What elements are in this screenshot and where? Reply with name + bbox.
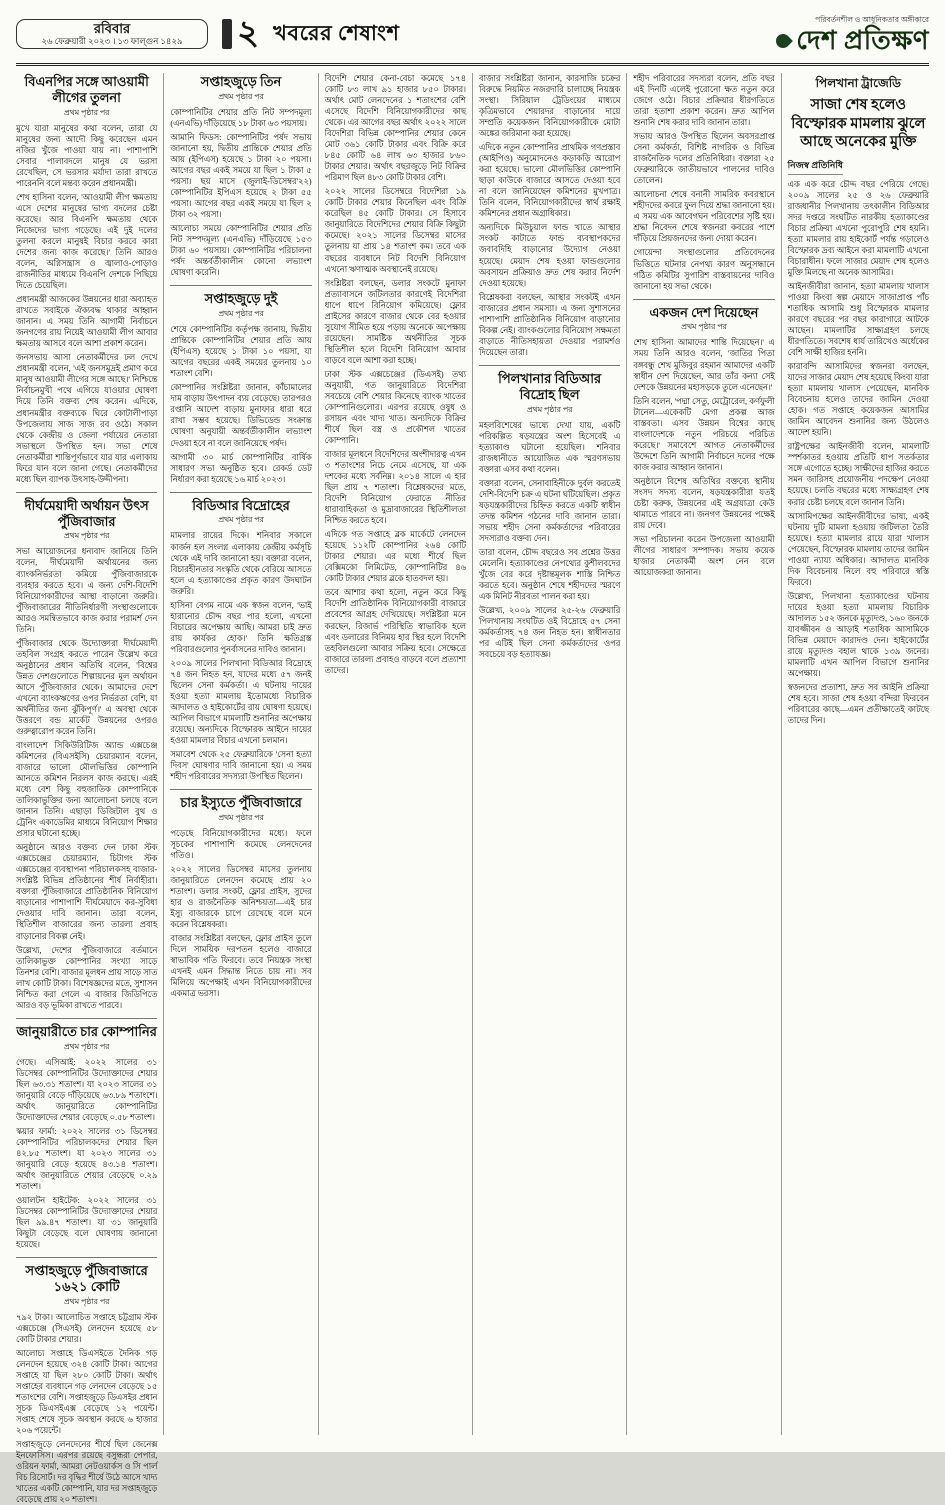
article-body: [170, 530, 311, 782]
continuation-note: প্রথম পৃষ্ঠার পর: [63, 1296, 110, 1306]
body-paragraph: গেছে। এসিআই: ২০২২ সালের ৩১ ডিসেম্বর কোম্পানিটির উদ্যোক্তাদের শেয়ার ছিল ৬৩.৩১ শতাংশ। যা ২০২৩ সালের ৩১ জানুয়ারি বেড়ে দাঁড়িয়েছে ৬৩.৮৯ শতাংশে। অর্থাৎ জানুয়ারিতে কোম্পানিটির উদ্যোক্তাদের শেয়ার বেড়েছে ০.৫৮ শতাংশ।: [16, 1057, 158, 1122]
article-body: [16, 1057, 157, 1251]
article-weekly-three: [170, 74, 311, 278]
body-paragraph: বিদেশি শেয়ার কেনা-বেচা কমেছে ১৭৪ কোটি ৮৩ লাখ ৯১ হাজার ৮৫০ টাকার। অর্থাৎ মোট লেনদেনের ১ শতাংশের বেশি এসেছে বিদেশি বিনিয়োগকারীদের কাছ থেকে। এর আগের বছর অর্থাৎ ২০২২ সালে বিদেশিরা বিভিন্ন কোম্পানির শেয়ার কেনে মোট ৩৬১ কোটি টাকার এবং বিক্রি করে ৮৪৫ কোটি ৬৪ লাখ ৬৩ হাজার ৮৬০ টাকার শেয়ার। অর্থাৎ বছরজুড়ে নিট বিক্রির পরিমাণ ছিল ৪৮৩ কোটি টাকার বেশি।: [324, 74, 466, 183]
body-paragraph: মহলবিশেষের ভাষ্যে দেখা যায়, একটি পরিকল্পিত ষড়যন্ত্রের অংশ হিসেবেই এ হত্যাকাণ্ড ঘটানো হয়েছিল। শনিবার রাজধানীতে আয়োজিত এক স্মরণসভায় বক্তারা এসব কথা বলেন।: [478, 420, 621, 474]
body-paragraph: হাসিনা বেগম নামে এক স্বজন বলেন, 'ভাই হারানোর চৌদ্দ বছর পার হলো, এখনো বিচারের অপেক্ষায় আছি। আমরা চাই দ্রুত রায় কার্যকর হোক।' তিনি ক্ষতিগ্রস্ত পরিবারগুলোর পুনর্বাসনের দাবিও জানান।: [170, 600, 312, 654]
body-paragraph: আলোচ্য সময়ে কোম্পানিটির শেয়ার প্রতি নিট সম্পদমূল্য (এনএভি) দাঁড়িয়েছে ১৫৩ টাকা ৬০ পয়সায়। কোম্পানিটির পরিচালনা পর্ষদ অন্তর্বর্তীকালীন কোনো লভ্যাংশ ঘোষণা করেনি।: [170, 224, 312, 278]
continuation-note: প্রথম পৃষ্ঠার পর: [63, 1041, 110, 1051]
article-body: [633, 73, 774, 292]
article-body: [170, 107, 311, 278]
article-headline: জানুয়ারীতে চার কোম্পানির: [16, 1023, 157, 1039]
article-headline: একজন দেশ দিয়েছেন: [649, 304, 759, 320]
lead-headline: সাজা শেষ হলেও বিস্ফোরক মামলায় ঝুলে আছে অনেকের মুক্তি: [791, 97, 926, 151]
byline: নিজস্ব প্রতিনিধি: [788, 158, 843, 175]
body-paragraph: গোয়েন্দা সংস্থাগুলোর প্রতিবেদনের ভিত্তিতে ঘটনার নেপথ্য কারণ অনুসন্ধানে গঠিত কমিটির সুপারিশ বাস্তবায়নের দাবিও জানানো হয় সভা থেকে।: [633, 248, 775, 291]
masthead-tagline: পরিবর্তনশীল ও আধুনিকতার অঙ্গীকারে: [815, 14, 929, 24]
body-paragraph: বাজার মূলধনে বিদেশিদের অংশীদারত্ব এখন ৩ শতাংশের নিচে নেমে এসেছে, যা এক দশকের মধ্যে সর্বনিম্ন। ২০১৪ সালে এ হার ছিল প্রায় ৭ শতাংশ। বিশ্লেষকদের মতে, বিদেশি বিনিয়োগ ফেরাতে নীতির ধারাবাহিকতা ও মুদ্রাবাজারের স্থিতিশীলতা নিশ্চিত করতে হবে।: [324, 450, 466, 526]
page-header: [16, 10, 929, 66]
page-number: ২: [237, 15, 260, 52]
content-columns: [16, 73, 929, 1505]
body-paragraph: কোম্পানির সংশ্লিষ্টরা জানান, কাঁচামালের দাম বাড়ায় উৎপাদন ব্যয় বেড়েছে। তারপরও রপ্তানি আদেশ বাড়ায় মুনাফার ধারা ধরে রাখা সম্ভব হয়েছে। ডিভিডেন্ড সংক্রান্ত ঘোষণা অনুযায়ী অন্তর্বর্তীকালীন লভ্যাংশ দেওয়া হবে না বলে জানিয়েছে পর্ষদ।: [170, 383, 312, 448]
article-pilkhana-mutiny-was: [479, 365, 620, 660]
body-paragraph: স্কয়ার ফার্মা: ২০২২ সালের ৩১ ডিসেম্বর কোম্পানিটির পরিচালকদের শেয়ার ছিল ৪২.৮৫ শতাংশ। যা ২০২৩ সালের ৩১ জানুয়ারি বেড়ে হয়েছে ৪৩.১৪ শতাংশ। অর্থাৎ জানুয়ারিতে শেয়ার বেড়েছে ০.২৯ শতাংশ।: [16, 1126, 158, 1191]
article-headline: দীর্ঘমেয়াদী অর্থায়ন উৎস পুঁজিবাজার: [24, 497, 149, 529]
article-headline: বিএনপির সঙ্গে আওয়ামী লীগের তুলনা: [24, 74, 149, 105]
body-paragraph: এক এক করে চৌদ্দ বছর পেরিয়ে গেছে। ২০০৯ সালের ২৫ ও ২৬ ফেব্রুয়ারি রাজধানীর পিলখানায় তৎকালীন বিডিআর সদর দপ্তরে সংঘটিত নারকীয় হত্যাকাণ্ডের বিচার প্রক্রিয়া এখনো পুরোপুরি শেষ হয়নি। হত্যা মামলার রায় হাইকোর্ট পর্যন্ত গড়ালেও বিস্ফোরক দ্রব্য আইনে করা মামলাটি এখনো বিচারাধীন। ফলে সাজার মেয়াদ শেষ হলেও মুক্তি মিলছে না অনেক আসামির।: [787, 179, 929, 277]
continuation-note: প্রথম পৃষ্ঠার পর: [63, 531, 110, 541]
article-headline: বিডিআর বিদ্রোহের: [192, 497, 290, 513]
body-paragraph: তারা বলেন, চৌদ্দ বছরেও সব প্রশ্নের উত্তর মেলেনি। হত্যাকাণ্ডের নেপথ্যের কুশীলবদের খুঁজে বের করে দৃষ্টান্তমূলক শাস্তি নিশ্চিত করতে হবে। অনুষ্ঠান শেষে শহীদদের স্মরণে এক মিনিট নীরবতা পালন করা হয়।: [478, 547, 621, 601]
article-body: [633, 337, 774, 578]
body-paragraph: অনুষ্ঠানে আরও বক্তব্য দেন ঢাকা স্টক এক্সচেঞ্জের চেয়ারম্যান, চিটাগং স্টক এক্সচেঞ্জের ব্যবস্থাপনা পরিচালকসহ বাজার-সংশ্লিষ্ট বিভিন্ন প্রতিষ্ঠানের শীর্ষ নির্বাহীরা। বক্তারা পুঁজিবাজারে প্রাতিষ্ঠানিক বিনিয়োগ বাড়ানোর পাশাপাশি দীর্ঘমেয়াদে কর-সুবিধা দেওয়ার দাবি জানান। তারা বলেন, স্থিতিশীল বাজারের জন্য তারল্য প্রবাহ বাড়ানোর বিকল্প নেই।: [16, 843, 158, 941]
body-paragraph: এদিকে গত সপ্তাহে ব্লক মার্কেটে লেনদেন হয়েছে ১১২টি কোম্পানির ২৬৪ কোটি টাকার শেয়ার। এর মধ্যে শীর্ষে ছিল বেক্সিমকো লিমিটেড, কোম্পানিটির ৪৬ কোটি টাকার শেয়ার ব্লকে হাতবদল হয়।: [324, 530, 466, 584]
article-body: [16, 1312, 157, 1505]
body-paragraph: সভা পরিচালনা করেন উপজেলা আওয়ামী লীগের সাধারণ সম্পাদক। সভায় কয়েক হাজার নেতাকর্মী অংশ নেন বলে আয়োজকরা জানান।: [633, 534, 775, 578]
newspaper-name: দেশ প্রতিক্ষণ: [796, 25, 929, 55]
article-body: [16, 546, 157, 1010]
article-headline: পিলখানার বিডিআর বিদ্রোহ ছিল: [498, 370, 602, 402]
continuation-note: প্রথম পৃষ্ঠার পর: [63, 107, 110, 117]
article-body: [788, 179, 929, 727]
body-paragraph: আলোচ্য সপ্তাহে ডিএসইতে দৈনিক গড় লেনদেন হয়েছে ৩২৪ কোটি টাকা। আগের সপ্তাহে যা ছিল ২৮০ কোটি টাকা। অর্থাৎ সপ্তাহের ব্যবধানে গড় লেনদেন বেড়েছে ১৫ শতাংশের বেশি। সপ্তাহজুড়ে ডিএসইর প্রধান সূচক ডিএসইএক্স বেড়েছে ১২ পয়েন্ট। সপ্তাহ শেষে সূচক অবস্থান করছে ৬ হাজার ২০৬ পয়েন্টে।: [16, 1348, 158, 1436]
article-weekly-two: [170, 285, 311, 484]
body-paragraph: শেখ হাসিনা আমাদের শান্তি দিয়েছেন।' এ সময় তিনি আরও বলেন, 'জাতির পিতা বঙ্গবন্ধু শেখ মুজিবুর রহমান আমাদের একটি স্বাধীন দেশ দিয়েছেন, আর তাঁর কন্যা সেই দেশকে উন্নয়নের মহাসড়কে তুলে এনেছেন।': [633, 338, 775, 392]
body-paragraph: কারাবন্দি আসামিদের স্বজনরা বলছেন, যাদের সাজার মেয়াদ শেষ হয়েছে কিংবা যারা হত্যা মামলায় খালাস পেয়েছেন, মানবিক বিবেচনায় হলেও তাদের জামিন দেওয়া হোক। গত সপ্তাহে কয়েকজন আসামির জামিন আবেদন শুনানির জন্য উঠলেও আদেশ হয়নি।: [787, 362, 929, 438]
body-paragraph: সভা আয়োজনের ধন্যবাদ জানিয়ে তিনি বলেন, দীর্ঘমেয়াদী অর্থায়নের জন্য ব্যাংকনির্ভরতা কমিয়ে পুঁজিবাজারকে ব্যবহার করতে হবে। এ জন্য দেশি-বিদেশি বিনিয়োগকারীদের আস্থা বাড়ানো জরুরি। পুঁজিবাজারের নীতিনির্ধারণী সংস্থাগুলোকে আরও সমন্বিতভাবে কাজ করার পরামর্শ দেন তিনি।: [16, 547, 158, 634]
column-3: [319, 73, 473, 1435]
page-ornament-icon: [222, 19, 232, 49]
body-paragraph: শহীদ পরিবারের সদস্যরা বলেন, প্রতি বছর এই দিনটি এলেই পুরোনো ক্ষত নতুন করে জেগে ওঠে। বিচার প্রক্রিয়ার ধীরগতিতে তারা হতাশা প্রকাশ করেন। দ্রুত আপিল শুনানি শেষ করার দাবি জানান তারা।: [633, 74, 775, 128]
masthead: [776, 25, 929, 55]
body-paragraph: ৭৯২ টাকা। আলোচিত সপ্তাহে চট্টগ্রাম স্টক এক্সচেঞ্জে (সিএসই) লেনদেন হয়েছে ৫৮ কোটি টাকার শেয়ার।: [16, 1312, 158, 1344]
body-paragraph: প্রধানমন্ত্রী আজকের উন্নয়নের ধারা অব্যাহত রাখতে সবাইকে ঐক্যবদ্ধ থাকার আহ্বান জানান। এ সময় তিনি আগামী নির্বাচনে জনগণের রায় নিয়েই আওয়ামী লীগ আবার ক্ষমতায় আসবে বলে আশা প্রকাশ করেন।: [16, 295, 158, 349]
column-2: [164, 73, 318, 1435]
continuation-note: প্রথম পৃষ্ঠার পর: [681, 322, 727, 332]
article-body: [479, 420, 620, 661]
body-paragraph: বক্তারা বলেন, সেনাবাহিনীকে দুর্বল করতেই দেশি-বিদেশি চক্র এ ঘটনা ঘটিয়েছিল। প্রকৃত ষড়যন্ত্রকারীদের চিহ্নিত করতে একটি স্বাধীন তদন্ত কমিশন গঠনের দাবি জানান তারা। সভায় শহীদ সেনা কর্মকর্তাদের পরিবারের সদস্যরাও বক্তব্য দেন।: [478, 478, 621, 543]
column-5: [627, 73, 781, 1435]
article-pilkhana-tragedy-lead: [788, 75, 929, 726]
article-bdr-mutiny: [170, 492, 311, 783]
article-weekly-1621-crore: [16, 1257, 157, 1505]
body-paragraph: সভায় আরও উপস্থিত ছিলেন অবসরপ্রাপ্ত সেনা কর্মকর্তা, বিশিষ্ট নাগরিক ও বিভিন্ন রাজনৈতিক দলের প্রতিনিধিরা। বক্তারা ২৫ ফেব্রুয়ারিকে জাতীয়ভাবে পালনের দাবিও তোলেন।: [633, 132, 775, 186]
masthead-logo-icon: [773, 31, 793, 51]
body-paragraph: আইনজীবীরা জানান, হত্যা মামলায় খালাস পাওয়া কিংবা স্বল্প মেয়াদে সাজাপ্রাপ্ত পাঁচ শতাধিক আসামি শুধু বিস্ফোরক মামলার কারণে বছরের পর বছর কারাগারে আটকে আছেন। মামলাটির সাক্ষ্যগ্রহণ চলছে ধীরগতিতে। সবশেষ ধার্য তারিখেও অর্ধেকের বেশি সাক্ষী হাজির হননি।: [787, 281, 929, 358]
column-1: [16, 73, 164, 1505]
body-paragraph: অনুষ্ঠানে বিশেষ অতিথির বক্তব্যে স্থানীয় সংসদ সদস্য বলেন, ষড়যন্ত্রকারীরা যতই চেষ্টা করুক, উন্নয়নের এই অগ্রযাত্রা কেউ থামাতে পারবে না। জনগণ উন্নয়নের পক্ষেই রায় দেবে।: [633, 476, 775, 530]
section-title: খবরের শেষাংশ: [273, 20, 400, 45]
body-paragraph: শেখ হাসিনা বলেন, 'আওয়ামী লীগ ক্ষমতায় এসে দেশের মানুষের ভাগ্য বদলের চেষ্টা করেছে। আর বিএনপি ক্ষমতায় থেকে নিজেদের ভাগ্য গড়েছে। এই দুই দলের তুলনা করলে মানুষই বিচার করবে কারা দেশের জন্য কাজ করেছে।' তিনি আরও বলেন, অগ্নিসন্ত্রাস ও জ্বালাও-পোড়াও রাজনীতির মাধ্যমে বিএনপি দেশকে পিছিয়ে দিতে চেয়েছিল।: [16, 192, 158, 291]
body-paragraph: বাংলাদেশ সিকিউরিটিজ অ্যান্ড এক্সচেঞ্জ কমিশনের (বিএসইসি) চেয়ারম্যান বলেন, বাজারে ভালো মৌলভিত্তির কোম্পানি আনতে কমিশন নিরলস কাজ করছে। এরই মধ্যে বেশ কিছু বহুজাতিক কোম্পানিকে তালিকাভুক্তির জন্য আলোচনা চলছে বলে জানান তিনি। এছাড়া ডিজিটাল বুথ ও ট্রেনিং একাডেমির মাধ্যমে বিনিয়োগ শিক্ষার প্রসার ঘটানো হচ্ছে।: [16, 740, 158, 839]
article-market-regulation-continued: [479, 73, 620, 358]
body-paragraph: আসামিপক্ষের আইনজীবীদের ভাষ্য, একই ঘটনায় দুটি মামলা হওয়ায় জটিলতা তৈরি হয়েছে। হত্যা মামলার রায়ে যারা খালাস পেয়েছেন, বিস্ফোরক মামলায় তাদের জামিন পাওয়া ন্যায্য অধিকার। আদালত মানবিক দিক বিবেচনায় নিলে বহু পরিবারে স্বস্তি ফিরবে।: [787, 511, 929, 587]
body-paragraph: উল্লেখ্য, ২০০৯ সালের ২৫-২৬ ফেব্রুয়ারি পিলখানায় সংঘটিত ওই বিদ্রোহে ৫৭ সেনা কর্মকর্তাসহ ৭৪ জন নিহত হন। স্বাধীনতার পর এটিই ছিল সেনা কর্মকর্তাদের ওপর সবচেয়ে বড় হত্যাযজ্ঞ।: [478, 606, 621, 660]
article-body: [16, 123, 157, 485]
article-one-gave-country: [633, 299, 774, 579]
article-headline: সপ্তাহজুড়ে পুঁজিবাজারে ১৬২১ কোটি: [25, 1263, 148, 1294]
body-paragraph: ২০২২ সালের ডিসেম্বরে বিদেশিরা ১৯ কোটি টাকার শেয়ার কিনেছিল এবং বিক্রি করেছিল ৪৫ কোটি টাকার। সে হিসাবে জানুয়ারিতে বিদেশিদের শেয়ার বিক্রি কিছুটা কমেছে। ২০২১ সালের ডিসেম্বর মাসের তুলনায় যা প্রায় ১৪ শতাংশ কম। তবে এক বছরের ব্যবধানে নিট বিদেশি বিনিয়োগ এখনো ঋণাত্মক অবস্থানেই রয়েছে।: [324, 187, 466, 274]
body-paragraph: সংশ্লিষ্টরা বলছেন, ডলার সংকটে মুনাফা প্রত্যাবাসনে জটিলতার কারণেই বিদেশিরা ধাপে ধাপে বিনিয়োগ কমিয়েছে। ফ্লোর প্রাইসের কারণে বাজার থেকে বের হওয়ার সুযোগ সীমিত হয়ে পড়ায় অনেকে অপেক্ষায় রয়েছেন। সামষ্টিক অর্থনীতির সূচক স্থিতিশীল হলে বিদেশি বিনিয়োগ আবার বাড়বে বলে আশা করা হচ্ছে।: [324, 278, 466, 365]
body-paragraph: কোম্পানিটির শেয়ার প্রতি নিট সম্পদমূল্য (এনএভি) দাঁড়িয়েছে ১৮ টাকা ৬৩ পয়সায়।: [170, 107, 312, 128]
article-body: [479, 73, 620, 358]
page-number-block: [222, 17, 259, 51]
body-paragraph: রাষ্ট্রপক্ষের আইনজীবী বলেন, মামলাটি স্পর্শকাতর হওয়ায় প্রতিটি ধাপ সতর্কতার সঙ্গে এগোতে হচ্ছে। সাক্ষীদের হাজির করতে সমন জারিসহ প্রয়োজনীয় পদক্ষেপ নেওয়া হয়েছে। চলতি বছরের মধ্যে সাক্ষ্যগ্রহণ শেষ করার চেষ্টা চলছে বলে জানান তিনি।: [787, 442, 929, 507]
body-paragraph: সমাবেশ থেকে ২৫ ফেব্রুয়ারিকে 'সেনা হত্যা দিবস' ঘোষণার দাবি জানানো হয়। এ সময় শহীদ পরিবারের সদস্যরা উপস্থিত ছিলেন।: [170, 750, 312, 782]
body-paragraph: উল্লেখ্য, দেশের পুঁজিবাজারে বর্তমানে তালিকাভুক্ত কোম্পানির সংখ্যা সাড়ে তিনশর বেশি। বাজার মূলধন প্রায় সাড়ে সাত লাখ কোটি টাকা। বিশেষজ্ঞদের মতে, সুশাসন নিশ্চিত করা গেলে এ বাজার জিডিপিতে আরও বড় ভূমিকা রাখতে পারবে।: [16, 945, 158, 1010]
body-paragraph: অন্যদিকে মিউচুয়াল ফান্ড খাতে আস্থার সংকট কাটাতে ফান্ড ব্যবস্থাপকদের জবাবদিহি বাড়ানোর উদ্যোগ নেওয়া হয়েছে। মেয়াদ শেষ হওয়া ফান্ডগুলোর অবসায়ন প্রক্রিয়াও দ্রুত শেষ করার নির্দেশ দেওয়া হয়েছে।: [478, 223, 621, 288]
body-paragraph: বিশ্লেষকরা বলছেন, আস্থার সংকটই এখন বাজারের প্রধান সমস্যা। এ জন্য সুশাসনের পাশাপাশি প্রাতিষ্ঠানিক বিনিয়োগ বাড়ানোর বিকল্প নেই। ব্যাংকগুলোর বিনিয়োগ সক্ষমতা বাড়াতে নীতিসহায়তা দেওয়ার পরামর্শও দিয়েছেন তারা।: [478, 292, 621, 357]
column-4: [473, 73, 627, 1435]
article-four-issues-market: [170, 789, 311, 999]
article-headline: সপ্তাহজুড়ে তিন: [200, 74, 282, 89]
continuation-note: প্রথম পৃষ্ঠার পর: [218, 309, 264, 319]
article-longterm-financing: [16, 492, 157, 1011]
article-body: [325, 73, 466, 676]
body-paragraph: বাজার সংশ্লিষ্টরা জানান, কারসাজি চক্রের বিরুদ্ধে নিয়মিত নজরদারি চালাচ্ছে নিয়ন্ত্রক সংস্থা। সিরিয়াল ট্রেডিংয়ের মাধ্যমে কৃত্রিমভাবে শেয়ারদর বাড়ানোর দায়ে সম্প্রতি কয়েকজন বিনিয়োগকারীকে মোটা অঙ্কের জরিমানা করা হয়েছে।: [478, 74, 621, 139]
issue-date: ২৬ ফেব্রুয়ারী ২০২৩ । ১৩ ফাল্গুন ১৪২৯: [41, 36, 183, 47]
body-paragraph: উল্লেখ্য, পিলখানা হত্যাকাণ্ডের ঘটনায় দায়ের হওয়া হত্যা মামলায় বিচারিক আদালত ১৫২ জনকে মৃত্যুদণ্ড, ১৬০ জনকে যাবজ্জীবন ও আড়াই শতাধিক আসামিকে বিভিন্ন মেয়াদে কারাদণ্ড দেন। হাইকোর্টের রায়ে মৃত্যুদণ্ড বহাল থাকে ১৩৯ জনের। মামলাটি এখন আপিল বিভাগে শুনানির অপেক্ষায়।: [787, 591, 929, 678]
column-6: [782, 73, 929, 1435]
body-paragraph: ২০০৯ সালের পিলখানা বিডিআর বিদ্রোহে ৭৪ জন নিহত হন, যাদের মধ্যে ৫৭ জনই ছিলেন সেনা কর্মকর্তা। এ ঘটনায় দায়ের হওয়া হত্যা মামলায় ইতোমধ্যে বিচারিক আদালত ও হাইকোর্টের রায় ঘোষণা হয়েছে। আপিল বিভাগে মামলাটি শুনানির অপেক্ষায় রয়েছে। অন্যদিকে বিস্ফোরক আইনে দায়ের হওয়া মামলার বিচার এখনো চলমান।: [170, 658, 312, 746]
body-paragraph: আগামী ৩০ মার্চ কোম্পানিটির বার্ষিক সাধারণ সভা অনুষ্ঠিত হবে। রেকর্ড ডেট নির্ধারণ করা হয়েছে ১৬ মার্চ ২০২৩।: [170, 452, 312, 484]
continuation-note: প্রথম পৃষ্ঠার পর: [218, 515, 264, 525]
body-paragraph: মুখে যারা মানুষের কথা বলেন, তারা যে মানুষের জন্য আদৌ কিছু করেছেন এমন নজির খুঁজে পাওয়া যায় না। পাশাপাশি সেবার পালাবদলে মানুষ যে ভরসা রেখেছিল, সে ভরসার মর্যাদা তারা রাখতে পারেননি বলে মন্তব্য করেন প্রধানমন্ত্রী।: [16, 123, 158, 188]
day-name: রবিবার: [93, 20, 131, 36]
body-paragraph: জনসভায় আসা নেতাকর্মীদের ঢল দেখে প্রধানমন্ত্রী বলেন, 'এই জনসমুদ্রই প্রমাণ করে মানুষ আওয়ামী লীগের সঙ্গে আছে।' নিশ্চিন্তে নির্বাচনমুখী পথে এগিয়ে যাওয়ার ঘোষণা দিয়ে তিনি বক্তব্য শেষ করেন। এদিকে, প্রধানমন্ত্রীর বক্তব্যকে ঘিরে কোটালীপাড়া উপজেলায় সাজ সাজ রব ওঠে। সকাল থেকে কেন্দ্রীয় ও জেলা পর্যায়ের নেতারা সভাস্থলে উপস্থিত হন। সভা শেষে নেতাকর্মীরা শান্তিপূর্ণভাবে যার যার এলাকায় ফিরে যান বলে জানা গেছে। নেতাকর্মীদের মধ্যে ছিল ব্যাপক উৎসাহ-উদ্দীপনা।: [16, 353, 158, 484]
body-paragraph: শেষে কোম্পানিটির কর্তৃপক্ষ জানায়, দ্বিতীয় প্রান্তিকে কোম্পানিটির শেয়ার প্রতি আয় (ইপিএস) হয়েছে ১ টাকা ১০ পয়সা, যা আগের বছরের একই সময়ের তুলনায় ১০ শতাংশ বেশি।: [170, 325, 312, 379]
article-body: [170, 324, 311, 484]
body-paragraph: মামলার রায়ের দিকে। শনিবার সকালে কার্জন হল সংলগ্ন এলাকায় কেন্দ্রীয় কর্মসূচি থেকে এই দাবি জানানো হয়। বক্তারা বলেন, বিচারহীনতার সংস্কৃতি থেকে বেরিয়ে আসতে হলে এ হত্যাকাণ্ডের প্রকৃত কারণ উদঘাটন জরুরি।: [170, 531, 312, 596]
date-box: [16, 19, 208, 49]
masthead-block: [776, 15, 929, 54]
continuation-note: প্রথম পৃষ্ঠার পর: [218, 91, 264, 101]
body-paragraph: এদিকে নতুন কোম্পানির প্রাথমিক গণপ্রস্তাব (আইপিও) অনুমোদনেও কড়াকড়ি আরোপ করা হয়েছে। ভালো মৌলভিত্তির কোম্পানি ছাড়া কাউকে বাজারে আসতে দেওয়া হবে না বলে জানিয়েছেন কমিশনের মুখপাত্র। তিনি বলেন, বিনিয়োগকারীদের স্বার্থ রক্ষাই কমিশনের প্রধান অগ্রাধিকার।: [478, 143, 621, 219]
body-paragraph: ঢাকা স্টক এক্সচেঞ্জের (ডিএসই) তথ্য অনুযায়ী, গত জানুয়ারিতে বিদেশিরা সবচেয়ে বেশি শেয়ার কিনেছে ব্যাংক খাতের কোম্পানিগুলোর। এরপর রয়েছে ওষুধ ও রসায়ন এবং খাদ্য খাত। অন্যদিকে বিক্রির শীর্ষে ছিল বস্ত্র ও প্রকৌশল খাতের কোম্পানি।: [324, 369, 466, 445]
article-body: [170, 828, 311, 999]
body-paragraph: আমানি ফিডস: কোম্পানিটির পর্ষদ সভায় জানানো হয়, দ্বিতীয় প্রান্তিকে শেয়ার প্রতি আয় (ইপিএস) হয়েছে ১ টাকা ২০ পয়সা। আগের বছর একই সময়ে যা ছিল ১ টাকা ৫ পয়সা। ছয় মাসে (জুলাই-ডিসেম্বর'২২) কোম্পানিটির ইপিএস হয়েছে ২ টাকা ৫৫ পয়সা। আগের বছর একই সময়ে যা ছিল ২ টাকা ৩২ পয়সা।: [170, 132, 312, 220]
continuation-note: প্রথম পৃষ্ঠার পর: [218, 813, 264, 823]
article-headline: চার ইস্যুতে পুঁজিবাজারে: [180, 795, 302, 811]
body-paragraph: স্বজনদের প্রত্যাশা, দ্রুত সব আইনি প্রক্রিয়া শেষ হবে। সাজা শেষ হওয়া বন্দিরা ফিরবেন পরিবারের কাছে—এমন প্রতীক্ষাতেই কাটছে তাদের দিন।: [787, 683, 929, 726]
body-paragraph: সপ্তাহজুড়ে লেনদেনের শীর্ষে ছিল জেনেক্স ইনফোসিস। এরপর রয়েছে বসুন্ধরা পেপার, ওরিয়ন ফার্মা, আমরা নেটওয়ার্কস ও সি পার্ল বিচ রিসোর্ট। দর বৃদ্ধির শীর্ষে উঠে আসে খাদ্য খাতের একটি কোম্পানি, যার দর সপ্তাহজুড়ে বেড়েছে প্রায় ২০ শতাংশ।: [16, 1440, 158, 1505]
article-kicker: পিলখানা ট্রাজেডি: [815, 76, 901, 90]
article-january-four-companies: [16, 1018, 157, 1250]
body-paragraph: তবে আশার কথা হলো, নতুন করে কিছু বিদেশি প্রাতিষ্ঠানিক বিনিয়োগকারী বাজারে প্রবেশের আগ্রহ দেখিয়েছে। সংশ্লিষ্টরা মনে করছেন, রিজার্ভ পরিস্থিতি স্বাভাবিক হলে এবং ডলারের বিনিময় হার স্থির হলে বিদেশি তহবিলগুলো আবার সক্রিয় হবে। সেক্ষেত্রে বাজারে তারল্য প্রবাহও বাড়বে বলে প্রত্যাশা তাদের।: [324, 588, 466, 675]
article-bnp-al-comparison: [16, 74, 157, 485]
body-paragraph: পড়েছে বিনিয়োগকারীদের মধ্যে। ফলে সূচকের পাশাপাশি কমেছে লেনদেনের গতিও।: [170, 829, 312, 861]
continuation-note: প্রথম পৃষ্ঠার পর: [526, 404, 573, 414]
article-remembrance-continued: [633, 73, 774, 292]
article-foreign-investment-continued: [325, 73, 466, 676]
body-paragraph: বাজার সংশ্লিষ্টরা বলছেন, ফ্লোর প্রাইস তুলে দিলে সাময়িক দরপতন হলেও বাজারে স্বাভাবিক গতি ফিরবে। তবে নিয়ন্ত্রক সংস্থা এখনই এমন সিদ্ধান্ত নিতে চায় না। সব মিলিয়ে অপেক্ষাই এখন বিনিয়োগকারীদের একমাত্র ভরসা।: [170, 934, 312, 999]
article-headline: সপ্তাহজুড়ে দুই: [204, 291, 278, 307]
body-paragraph: ২০২২ সালের ডিসেম্বর মাসের তুলনায় জানুয়ারিতে লেনদেন কমেছে প্রায় ২০ শতাংশ। ডলার সংকট, ফ্লোর প্রাইস, সুদের হার ও রাজনৈতিক অনিশ্চয়তা—এই চার ইস্যু বাজারকে চাপে রেখেছে বলে মনে করেন বিশ্লেষকরা।: [170, 865, 312, 930]
body-paragraph: আলোচনা শেষে বনানী সামরিক কবরস্থানে শহীদদের কবরে ফুল দিয়ে শ্রদ্ধা জানানো হয়। এ সময় এক আবেগঘন পরিবেশের সৃষ্টি হয়। শ্রদ্ধা নিবেদন শেষে স্বজনরা কবরের পাশে দাঁড়িয়ে প্রিয়জনদের জন্য দোয়া করেন।: [633, 190, 775, 244]
body-paragraph: ওয়ালটন হাইটেক: ২০২২ সালের ৩১ ডিসেম্বর কোম্পানিটির উদ্যোক্তাদের শেয়ার ছিল ৯৯.৪৭ শতাংশ। যা ৩১ জানুয়ারি কিছুটা বেড়েছে বলে ঘোষণায় জানানো হয়েছে।: [16, 1195, 158, 1250]
body-paragraph: পুঁজিবাজার থেকে উদ্যোক্তারা দীর্ঘমেয়াদী তহবিল সংগ্রহ করতে পারেন উল্লেখ করে অনুষ্ঠানের প্রধান অতিথি বলেন, 'বিশ্বের উন্নত দেশগুলোতে শিল্পায়নের মূল অর্থায়ন আসে পুঁজিবাজার থেকে। আমাদের দেশে এখনো ব্যাংকঋণের ওপর নির্ভরতা বেশি, যা অর্থনীতির জন্য ঝুঁকিপূর্ণ।' এ অবস্থা থেকে উত্তরণে বন্ড মার্কেট উন্নয়নের ওপরও গুরুত্বারোপ করেন তিনি।: [16, 638, 158, 736]
body-paragraph: তিনি বলেন, 'পদ্মা সেতু, মেট্রোরেল, কর্ণফুলী টানেল—একেকটি মেগা প্রকল্প আজ বাস্তবতা। এসব উন্নয়ন বিশ্বের কাছে বাংলাদেশকে নতুন পরিচয়ে পরিচিত করেছে।' সমাবেশে আগত নেতাকর্মীদের উদ্দেশে তিনি আগামী নির্বাচনে দলের পক্ষে কাজ করার আহ্বান জানান।: [633, 396, 775, 472]
